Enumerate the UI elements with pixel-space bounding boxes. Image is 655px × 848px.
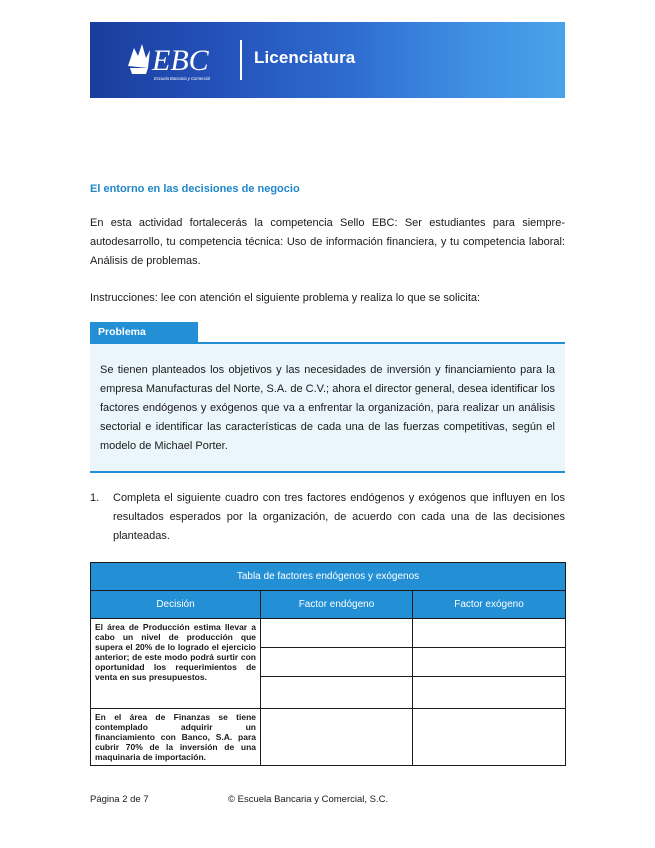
exogenous-factor-cell[interactable]	[413, 709, 566, 766]
problem-label: Problema	[90, 322, 198, 343]
problem-text: Se tienen planteados los objetivos y las necesidades de inversión y financiamiento para la empresa Manufacturas del Norte, S.A. de C.V.; ahora el director general, desea identificar los factores endógenos y exógenos que va a enfrentar la organización, para realizar un análisis sectorial e identificar las características de cada una de las fuerzas competitivas, según el modelo de Michael Porter.	[100, 364, 555, 452]
task-text: Completa el siguiente cuadro con tres factores endógenos y exógenos que influyen en los resultados esperados por la organización, de acuerdo con cada una de las decisiones planteadas.	[113, 492, 565, 542]
banner-divider	[240, 40, 242, 80]
program-title: Licenciatura	[254, 48, 356, 67]
exogenous-factor-cell[interactable]	[413, 677, 566, 709]
instructions-paragraph: Instrucciones: lee con atención el siguiente problema y realiza lo que se solicita:	[90, 292, 481, 304]
column-header-exogenous: Factor exógeno	[413, 591, 566, 619]
copyright: © Escuela Bancaria y Comercial, S.C.	[228, 794, 389, 805]
task-number: 1.	[90, 492, 100, 504]
endogenous-factor-cell[interactable]	[261, 709, 413, 766]
endogenous-factor-cell[interactable]	[261, 648, 413, 677]
table-row	[91, 709, 566, 766]
decision-cell: El área de Producción estima llevar a cabo un nivel de producción que supera el 20% de lo logrado el ejercicio anterior; de este modo podrá surtir con oportunidad los requerimientos de venta en sus presupuestos.	[91, 619, 261, 709]
endogenous-factor-cell[interactable]	[261, 619, 413, 648]
factors-table	[90, 562, 566, 766]
page-number: Página 2 de 7	[90, 794, 149, 805]
table-header-row	[91, 591, 566, 619]
logo-text: EBC	[152, 44, 209, 77]
ebc-logo	[124, 36, 236, 84]
exogenous-factor-cell[interactable]	[413, 619, 566, 648]
table-title: Tabla de factores endógenos y exógenos	[91, 563, 566, 591]
decision-cell: En el área de Finanzas se tiene contemplado adquirir un financiamiento con Banco, S.A. para cubrir 70% de la inversión de una maquinaria de importación.	[91, 709, 261, 766]
header-banner	[90, 22, 565, 98]
section-title: El entorno en las decisiones de negocio	[90, 183, 300, 195]
table-row	[91, 619, 566, 648]
exogenous-factor-cell[interactable]	[413, 648, 566, 677]
column-header-endogenous: Factor endógeno	[261, 591, 413, 619]
column-header-decision: Decisión	[91, 591, 261, 619]
intro-paragraph: En esta actividad fortalecerás la competencia Sello EBC: Ser estudiantes para siempre-autodesarrollo, tu competencia técnica: Uso de información financiera, y tu competencia laboral: Análisis de problemas.	[90, 217, 565, 267]
endogenous-factor-cell[interactable]	[261, 677, 413, 709]
logo-tagline: Escuela Bancaria y Comercial	[154, 76, 210, 81]
table-title-row	[91, 563, 566, 591]
